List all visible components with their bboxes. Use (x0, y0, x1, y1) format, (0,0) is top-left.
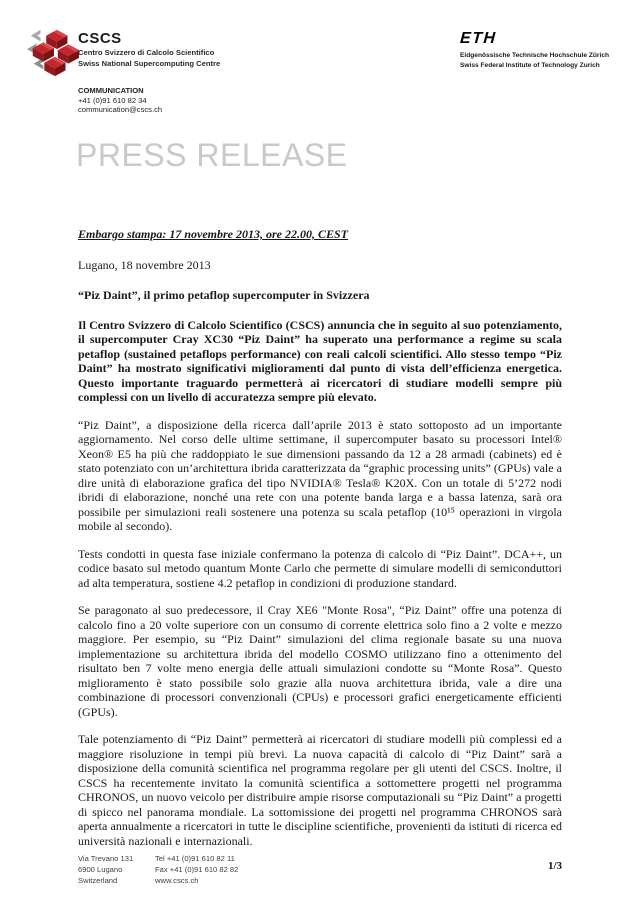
dateline: Lugano, 18 novembre 2013 (78, 257, 211, 272)
communication-block (78, 86, 162, 115)
lead-paragraph: Il Centro Svizzero di Calcolo Scientifico (CSCS) annuncia che in seguito al suo potenziamento, il supercomputer Cray XC30 “Piz Daint” ha superato una performance a regime su scala petaflop (sustained petaflops performance) con reali calcoli scientifici. Allo stesso tempo “Piz Daint” ha mostrato significativi miglioramenti dal punto di vista dell’efficienza energetica. Questo importante traguardo permetterà ai ricercatori di studiare modelli sempre più complessi con un livello di accuratezza sempre più elevato. (78, 317, 562, 404)
footer-address (78, 853, 133, 886)
communication-email: communication@cscs.ch (78, 105, 163, 115)
eth-wordmark: ETH (459, 30, 498, 47)
embargo-line: Embargo stampa: 17 novembre 2013, ore 22.00, CEST (78, 227, 349, 241)
eth-logo-block (460, 30, 620, 70)
footer-tel: Tel +41 (0)91 610 82 11 (155, 854, 235, 863)
cscs-subtitle-english: Swiss National Supercomputing Centre (78, 58, 221, 68)
cscs-subtitle-italian: Centro Svizzero di Calcolo Scientifico (78, 48, 215, 57)
footer-website: www.cscs.ch (155, 876, 199, 885)
body-paragraph: “Piz Daint”, a disposizione della ricerca dall’aprile 2013 è stato sottoposto ad un importante aggiornamento. Nel corso delle ultime settimane, il supercomputer basato su processori Intel® Xeon® E5 ha più che raddoppiato le sue dimensioni passando da 12 a 28 armadi (cabinets) ed è stato potenziato con un’architettura ibrida caratterizzata da “graphic processing units” (GPUs) vale a dire unità di elaborazione grafica del tipo NVIDIA® Tesla® K20X. Con un totale di 5’272 nodi ibridi di elaborazione, nonché una rete con una potente banda larga e a bassa latenza, sarà ora possibile per simulazioni reali sostenere una potenza su scala petaflop (10¹⁵ operazioni in virgola mobile al secondo). (78, 417, 562, 533)
footer-contact (155, 853, 238, 886)
cscs-wordmark: CSCS (78, 30, 122, 47)
eth-subtitle-english: Swiss Federal Institute of Technology Zurich (460, 61, 600, 69)
document-body (78, 227, 562, 861)
cscs-wordmark-block (78, 31, 220, 68)
eth-subtitle-german: Eidgenössische Technische Hochschule Zürich (460, 52, 610, 59)
article-title: “Piz Daint”, il primo petaflop supercomputer in Svizzera (78, 288, 370, 302)
body-paragraph: Se paragonato al suo predecessore, il Cray XE6 "Monte Rosa", “Piz Daint” offre una potenza di calcolo fino a 20 volte superiore con un consumo di corrente elettrica solo fino a 2 volte e mezzo maggiore. Per esempio, su “Piz Daint” simulazioni del clima regionale basate su una nuova implementazione su architettura ibrida del modello COSMO utilizzano fino a ottenimento del risultato ben 7 volte meno energia delle attuali simulazioni condotte su “Monte Rosa”. Questo miglioramento è stato possibile solo grazie alla nuova architettura ibrida, vale a dire una combinazione di processori convenzionali (CPUs) e processori grafici energeticamente efficienti (GPUs). (78, 603, 562, 719)
cscs-logo-icon (27, 27, 79, 79)
communication-phone: +41 (0)91 610 82 34 (78, 95, 147, 105)
press-release-heading: PRESS RELEASE (76, 137, 348, 173)
footer-address-street: Via Trevano 131 (78, 854, 134, 863)
footer-address-city: 6900 Lugano (78, 865, 123, 874)
page-number: 1/3 (547, 860, 562, 872)
footer-address-country: Switzerland (78, 876, 118, 885)
body-paragraph: Tests condotti in questa fase iniziale confermano la potenza di calcolo di “Piz Daint”. DCA++, un codice basato sul metodo quantum Monte Carlo che permette di simulare modelli di semiconduttori ad alta temperatura, sostiene 4.2 petaflop in condizioni di produzione standard. (78, 546, 562, 590)
communication-heading: COMMUNICATION (78, 86, 144, 95)
footer-fax: Fax +41 (0)91 610 82 82 (155, 865, 239, 874)
body-paragraph: Tale potenziamento di “Piz Daint” permetterà ai ricercatori di studiare modelli più complessi ed a maggiore risoluzione in tempi più brevi. La nuova capacità di calcolo di “Piz Daint” sarà a disposizione della comunità scientifica nel programma regolare per gli utenti del CSCS. Inoltre, il CSCS ha recentemente invitato la comunità scientifica a sottomettere progetti nel programma CHRONOS, un nuovo veicolo per distribuire ampie risorse computazionali su “Piz Daint” a progetti di spicco nel panorama mondiale. La sottomissione dei progetti nel programma CHRONOS sarà aperta annualmente a ricercatori in tutte le discipline scientifiche, provenienti da istituti di ricerca ed università nazionali e internazionali. (78, 732, 562, 848)
